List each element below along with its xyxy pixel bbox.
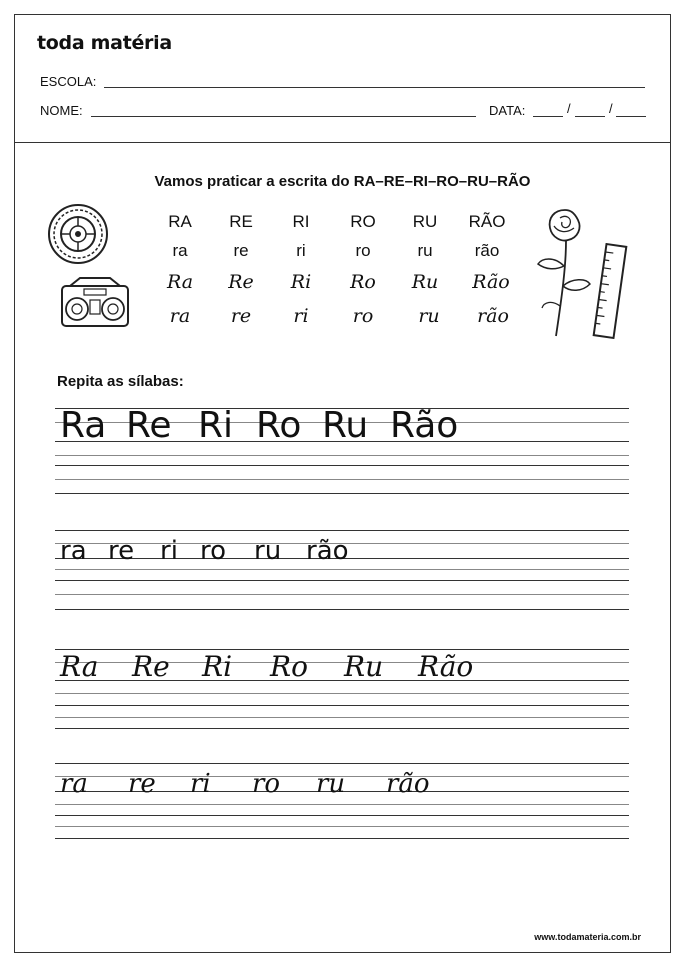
syllable-lower: rão [474, 241, 500, 260]
school-field[interactable] [104, 87, 645, 88]
syllable-cursive-lower: ru [418, 305, 440, 327]
practice-syllable: re [108, 536, 135, 566]
header-divider [14, 142, 671, 143]
practice-syllable: re [128, 769, 156, 799]
syllable-upper: RI [292, 212, 310, 231]
syllable-cursive-upper: Rão [472, 271, 510, 293]
practice-syllable: Ri [202, 650, 233, 683]
practice-syllable: Ra [60, 405, 107, 446]
practice-syllable: Ru [344, 650, 384, 683]
practice-syllable: ra [60, 536, 87, 566]
practice-syllable: ra [60, 769, 88, 799]
repeat-heading: Repita as sílabas: [57, 373, 184, 390]
syllable-upper: RO [350, 212, 376, 231]
syllable-cursive-lower: ro [352, 305, 374, 327]
ruled-line [55, 717, 629, 718]
logo: toda matéria [37, 32, 172, 54]
syllable-lower: ro [355, 241, 371, 260]
practice-syllable: Ri [198, 405, 234, 446]
ruled-line [55, 826, 629, 827]
ruled-line [55, 763, 629, 764]
syllable-upper: RÃO [468, 212, 506, 231]
syllable-lower: ru [417, 241, 433, 260]
syllable-cursive-upper: Ri [290, 271, 312, 293]
practice-syllable: Re [132, 650, 170, 683]
ruler-icon [591, 243, 629, 339]
practice-syllable: ru [316, 769, 346, 799]
practice-syllable: Ro [256, 405, 302, 446]
ruled-line [55, 705, 629, 706]
practice-syllable: ro [200, 536, 227, 566]
syllable-cursive-lower: ra [169, 305, 191, 327]
radio-icon [60, 276, 130, 328]
name-label: NOME: [40, 103, 83, 118]
syllable-cursive-upper: Re [228, 271, 254, 293]
exercise-heading: Vamos praticar a escrita do RA–RE–RI–RO–RU–RÃO [154, 173, 531, 190]
practice-row-cursive-upper [60, 649, 473, 685]
ruled-line [55, 569, 629, 570]
ruled-line [55, 804, 629, 805]
practice-syllable: Ro [270, 650, 308, 683]
ruled-line [55, 455, 629, 456]
syllable-upper: RE [229, 212, 253, 231]
school-label: ESCOLA: [40, 74, 97, 89]
worksheet-border [14, 14, 671, 953]
ruled-line [55, 493, 629, 494]
practice-syllable: ri [190, 769, 211, 799]
ruled-line [55, 838, 629, 839]
practice-syllable: ro [252, 769, 281, 799]
name-field[interactable] [91, 116, 476, 117]
ruled-line [55, 815, 629, 816]
practice-syllable: Re [126, 405, 172, 446]
practice-syllable: Ra [60, 650, 99, 683]
syllable-cursive-lower: re [230, 305, 252, 327]
date-year-field[interactable] [616, 116, 646, 117]
ruled-line [55, 580, 629, 581]
date-separator: / [609, 101, 613, 116]
ruled-line [55, 693, 629, 694]
practice-syllable: Rão [418, 650, 474, 683]
syllable-cursive-upper: Ra [166, 271, 194, 293]
practice-syllable: ru [254, 536, 282, 566]
practice-syllable: ri [160, 536, 178, 566]
practice-syllable: Rão [390, 405, 459, 446]
ruled-line [55, 479, 629, 480]
syllable-lower: ri [296, 241, 306, 260]
practice-syllable: Ru [322, 405, 369, 446]
syllable-lower: re [233, 241, 249, 260]
syllable-cursive-lower: ri [293, 305, 309, 327]
date-separator: / [567, 101, 571, 116]
syllable-upper: RU [412, 212, 438, 231]
ruled-line [55, 465, 629, 466]
date-label: DATA: [489, 103, 526, 118]
tire-icon [47, 203, 109, 265]
ruled-line [55, 728, 629, 729]
syllable-cursive-upper: Ro [350, 271, 376, 293]
rose-icon [536, 206, 594, 340]
syllable-cursive-upper: Ru [411, 271, 439, 293]
practice-syllable: rão [306, 536, 349, 566]
practice-syllable: rão [386, 769, 430, 799]
ruled-line [55, 609, 629, 610]
practice-row-print-lower [60, 535, 349, 567]
footer-url[interactable]: www.todamateria.com.br [534, 932, 641, 942]
syllable-lower: ra [172, 241, 188, 260]
practice-row-cursive-lower [60, 768, 430, 800]
ruled-line [55, 594, 629, 595]
date-month-field[interactable] [575, 116, 605, 117]
syllable-upper: RA [168, 212, 192, 231]
syllable-cursive-lower: rão [477, 305, 509, 327]
practice-row-print-upper [60, 405, 458, 447]
date-day-field[interactable] [533, 116, 563, 117]
ruled-line [55, 530, 629, 531]
